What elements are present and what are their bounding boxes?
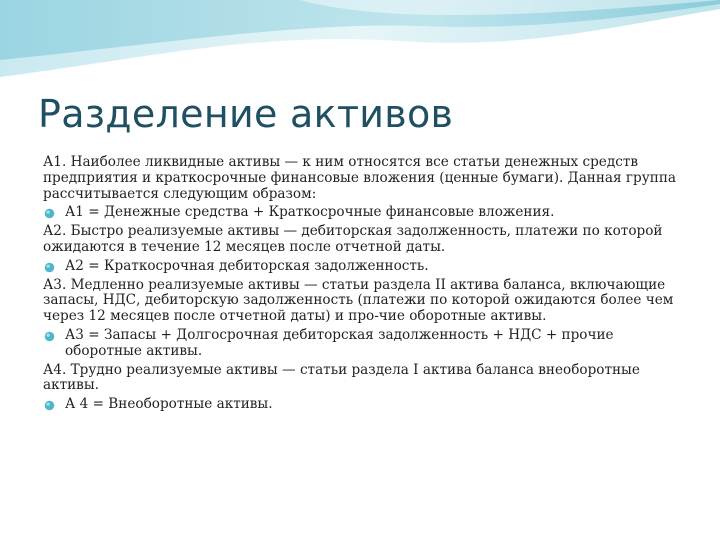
bullet-text: А3 = Запасы + Долгосрочная дебиторская задолженность + НДС + прочие оборотные активы. — [65, 326, 614, 359]
circle-bullet-icon — [44, 331, 55, 342]
paragraph-a1: А1. Наиболее ликвидные активы — к ним относятся все статьи денежных средств предприятия и краткосрочные финансовые вложения (ценные бумаги). Данная группа рассчитывается следующим образом: — [43, 154, 676, 202]
paragraph-a2: А2. Быстро реализуемые активы — дебиторская задолженность, платежи по которой ожидаются в течение 12 месяцев после отчетной даты. — [43, 223, 663, 255]
bullet-item-a3-formula — [43, 328, 681, 360]
circle-bullet-icon — [44, 208, 55, 219]
slide-content — [43, 155, 681, 416]
bullet-item-a2-formula — [43, 259, 681, 275]
bullet-text: А2 = Краткосрочная дебиторская задолженность. — [65, 257, 429, 274]
bullet-item-a4-formula — [43, 397, 681, 413]
bullet-text: А 4 = Внеоборотные активы. — [65, 396, 273, 413]
slide-title: Разделение активов — [38, 92, 454, 136]
paragraph-a4: А4. Трудно реализуемые активы — статьи раздела I актива баланса внеоборотные активы. — [43, 361, 640, 394]
paragraph-a3: А3. Медленно реализуемые активы — статьи раздела II актива баланса, включающие запасы, НДС, дебиторскую задолженность (платежи по которой ожидаются более чем через 12 месяцев после отчетной даты) и про-чие оборотные активы. — [43, 276, 674, 325]
circle-bullet-icon — [44, 400, 55, 411]
bullet-item-a1-formula — [43, 205, 681, 221]
circle-bullet-icon — [44, 262, 55, 273]
bullet-text: А1 = Денежные средства + Краткосрочные финансовые вложения. — [65, 204, 555, 221]
